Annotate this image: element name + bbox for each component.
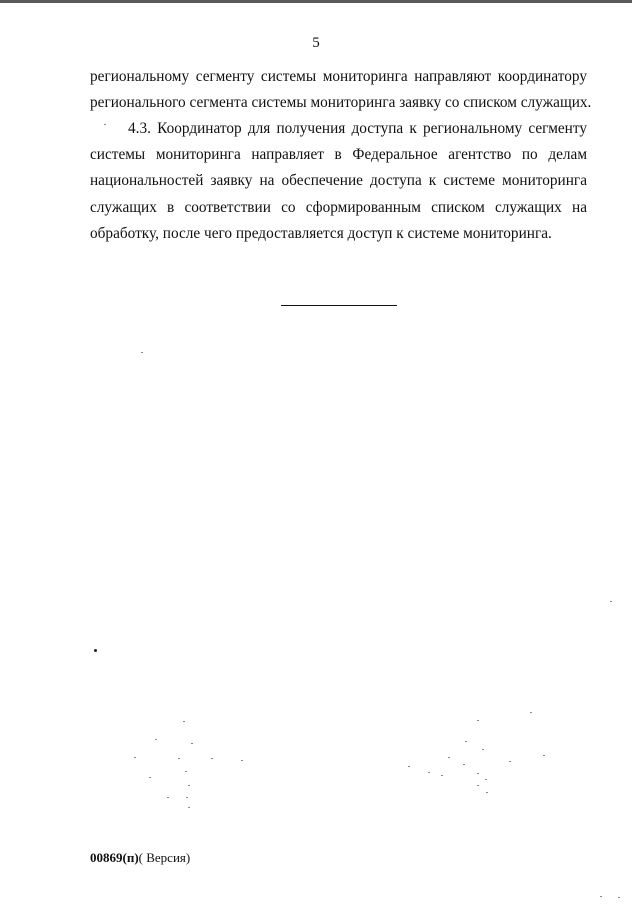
scan-speck xyxy=(211,758,213,759)
scan-speck xyxy=(104,124,106,125)
scan-speck xyxy=(482,749,484,750)
scan-speck xyxy=(188,807,190,808)
paragraph-continuation xyxy=(90,64,592,116)
scan-speck xyxy=(185,771,187,772)
scan-top-edge xyxy=(0,0,632,3)
scan-speck xyxy=(600,896,602,897)
paragraph-line: региональному сегменту системы мониторинга направляют координатору xyxy=(90,68,587,85)
scan-speck xyxy=(543,755,545,756)
end-of-text-rule xyxy=(281,305,397,306)
scan-speck xyxy=(408,766,410,767)
scan-speck xyxy=(530,712,532,713)
paragraph-line: регионального сегмента системы мониторинга заявку со списком служащих. xyxy=(90,94,592,112)
page-number: 5 xyxy=(312,35,320,51)
scan-speck xyxy=(241,760,243,761)
footer-version: ( Версия) xyxy=(138,850,191,865)
scan-speck xyxy=(486,792,488,793)
paragraph-line: 4.3. Координатор для получения доступа к региональному сегменту xyxy=(128,120,587,137)
scan-speck xyxy=(428,772,430,773)
scan-speck xyxy=(509,761,511,762)
scan-speck xyxy=(191,743,193,744)
document-footer xyxy=(90,850,190,866)
scan-speck xyxy=(610,601,612,602)
scan-speck xyxy=(463,764,465,765)
paragraph-4-3 xyxy=(90,116,587,247)
scan-speck xyxy=(477,720,479,721)
scan-speck xyxy=(155,739,157,740)
scan-speck xyxy=(94,649,97,652)
paragraph-line: служащих в соответствии со сформированным списком служащих на xyxy=(90,198,587,216)
footer-doc-code: 00869(п) xyxy=(90,850,139,865)
scan-speck xyxy=(167,797,169,798)
scan-speck xyxy=(441,775,443,776)
scan-speck xyxy=(149,777,151,778)
scan-speck xyxy=(186,797,188,798)
scan-speck xyxy=(183,721,185,722)
scan-speck xyxy=(485,779,487,780)
scan-speck xyxy=(465,741,467,742)
scan-speck xyxy=(178,758,180,759)
scan-speck xyxy=(448,757,450,758)
scan-speck xyxy=(188,785,190,786)
paragraph-line: национальностей заявку на обеспечение доступа к системе мониторинга xyxy=(90,172,587,190)
scan-speck xyxy=(134,757,136,758)
scan-speck xyxy=(618,897,620,898)
paragraph-line: системы мониторинга направляет в Федеральное агентство по делам xyxy=(90,146,587,164)
scan-speck xyxy=(477,785,479,786)
scan-speck xyxy=(477,773,479,774)
paragraph-line: обработку, после чего предоставляется доступ к системе мониторинга. xyxy=(90,224,552,242)
scan-speck xyxy=(141,352,143,353)
